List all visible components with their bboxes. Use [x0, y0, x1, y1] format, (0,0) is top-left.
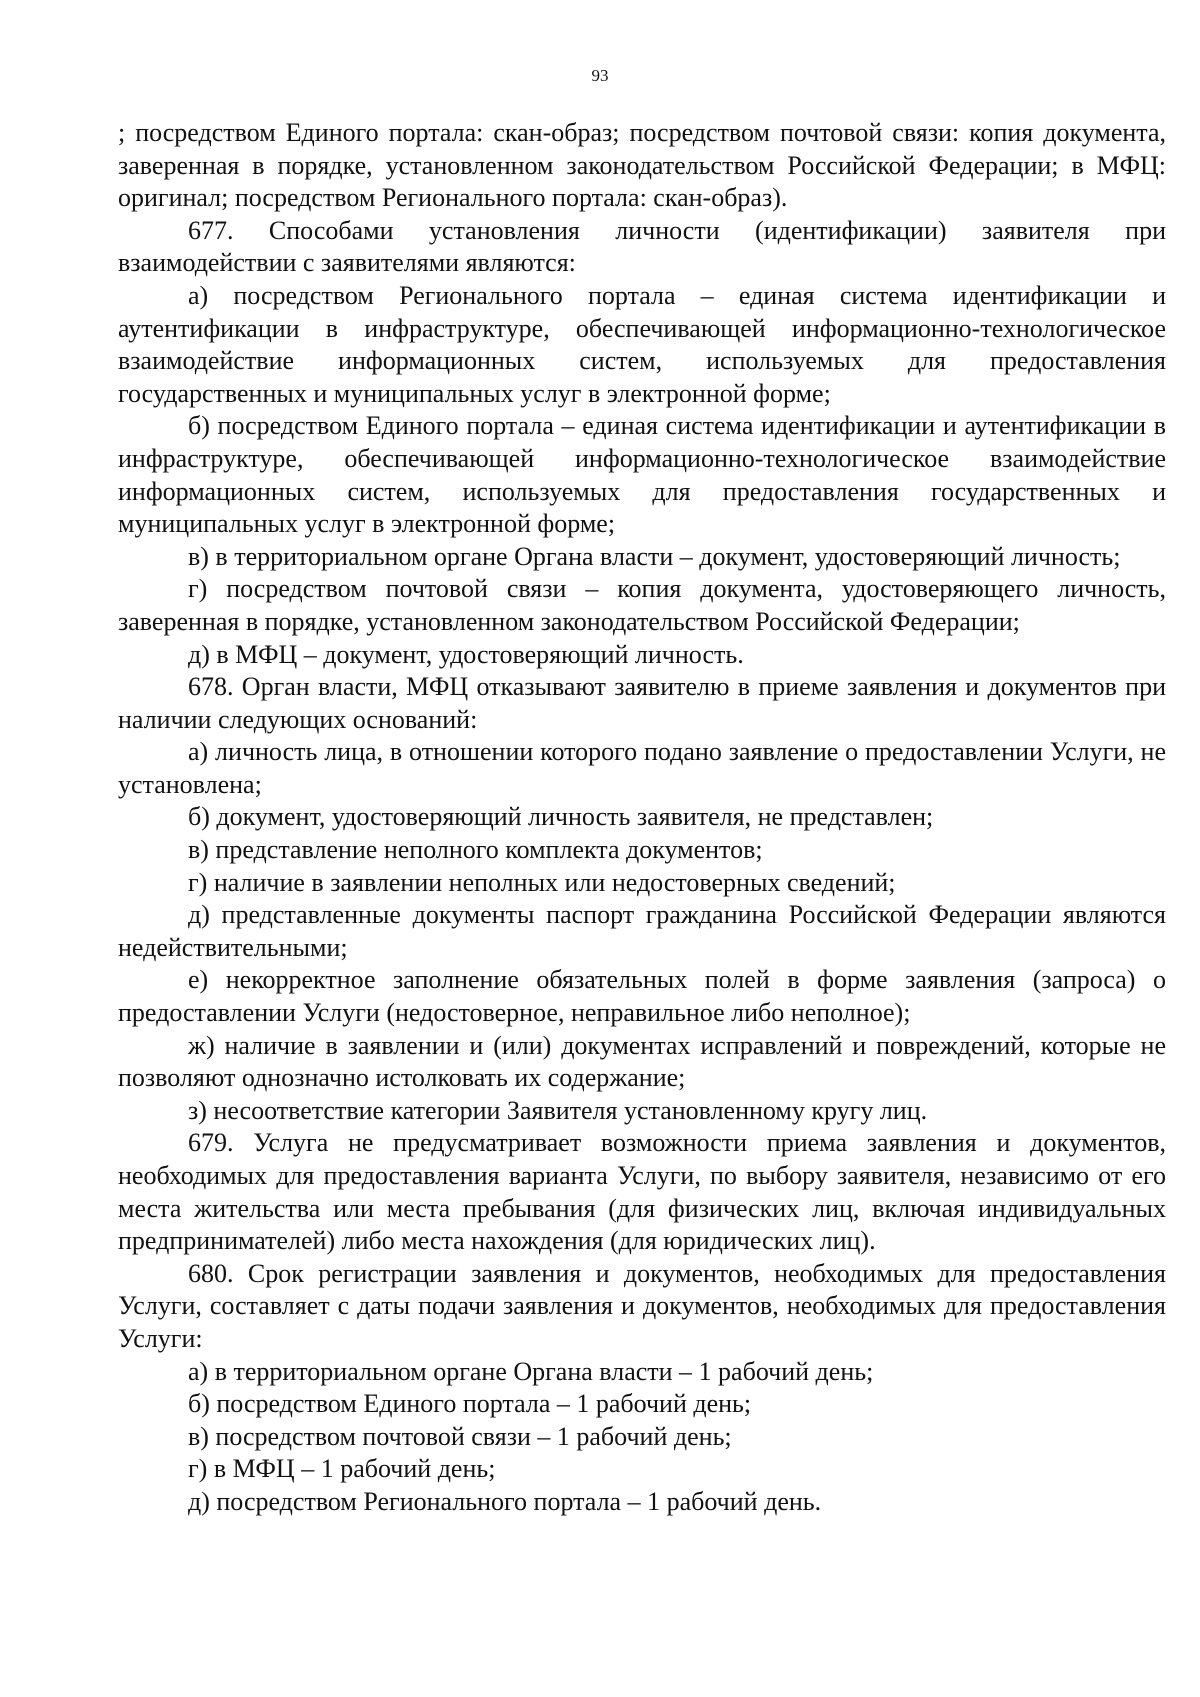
- paragraph: 680. Срок регистрации заявления и документов, необходимых для предоставления Услуги, составляет с даты подачи заявления и документов, необходимых для предоставления Услуги:: [118, 1258, 1166, 1353]
- paragraph: 678. Орган власти, МФЦ отказывают заявителю в приеме заявления и документов при наличии следующих оснований:: [118, 672, 1166, 734]
- paragraph: ж) наличие в заявлении и (или) документах исправлений и повреждений, которые не позволяют однозначно истолковать их содержание;: [118, 1030, 1166, 1093]
- paragraph: д) посредством Регионального портала – 1 рабочий день.: [188, 1486, 822, 1516]
- paragraph: б) посредством Единого портала – 1 рабочий день;: [188, 1389, 752, 1419]
- paragraph: е) некорректное заполнение обязательных полей в форме заявления (запроса) о предоставлении Услуги (недостоверное, неправильное либо неполное);: [118, 965, 1166, 1028]
- paragraph: 679. Услуга не предусматривает возможности приема заявления и документов, необходимых для предоставления варианта Услуги, по выбору заявителя, независимо от его места жительства или места пребывания (для физических лиц, включая индивидуальных предпринимателей) либо места нахождения (для юридических лиц).: [118, 1128, 1166, 1256]
- paragraph: д) в МФЦ – документ, удостоверяющий личность.: [188, 639, 744, 669]
- paragraph: з) несоответствие категории Заявителя установленному кругу лиц.: [188, 1095, 928, 1125]
- paragraph: ; посредством Единого портала: скан-образ; посредством почтовой связи: копия документа, заверенная в порядке, установленном законодательством Российской Федерации; в МФЦ: оригинал; посредством Регионального портала: скан-образ).: [118, 118, 1166, 213]
- page-number: 93: [591, 66, 609, 85]
- paragraph: в) в территориальном органе Органа власти – документ, удостоверяющий личность;: [188, 541, 1121, 571]
- paragraph: а) личность лица, в отношении которого подано заявление о предоставлении Услуги, не установлена;: [118, 737, 1166, 799]
- paragraph: в) представление неполного комплекта документов;: [188, 835, 763, 865]
- paragraph: д) представленные документы паспорт гражданина Российской Федерации являются недействительными;: [118, 900, 1166, 962]
- paragraph: 677. Способами установления личности (идентификации) заявителя при взаимодействии с заявителями являются:: [118, 215, 1166, 278]
- paragraph: г) наличие в заявлении неполных или недостоверных сведений;: [188, 867, 896, 897]
- paragraph: а) в территориальном органе Органа власти – 1 рабочий день;: [188, 1356, 874, 1386]
- paragraph: г) в МФЦ – 1 рабочий день;: [188, 1454, 496, 1484]
- paragraph: б) посредством Единого портала – единая система идентификации и аутентификации в инфраструктуре, обеспечивающей информационно-технологическое взаимодействие информационных систем, используемых для предоставления государственных и муниципальных услуг в электронной форме;: [118, 411, 1166, 539]
- document-body: [118, 117, 1166, 1519]
- paragraph: б) документ, удостоверяющий личность заявителя, не представлен;: [188, 802, 934, 832]
- paragraph: в) посредством почтовой связи – 1 рабочий день;: [188, 1421, 732, 1451]
- paragraph: г) посредством почтовой связи – копия документа, удостоверяющего личность, заверенная в порядке, установленном законодательством Российской Федерации;: [118, 574, 1166, 636]
- paragraph: а) посредством Регионального портала – единая система идентификации и аутентификации в инфраструктуре, обеспечивающей информационно-технологическое взаимодействие информационных систем, используемых для предоставления государственных и муниципальных услуг в электронной форме;: [118, 280, 1166, 408]
